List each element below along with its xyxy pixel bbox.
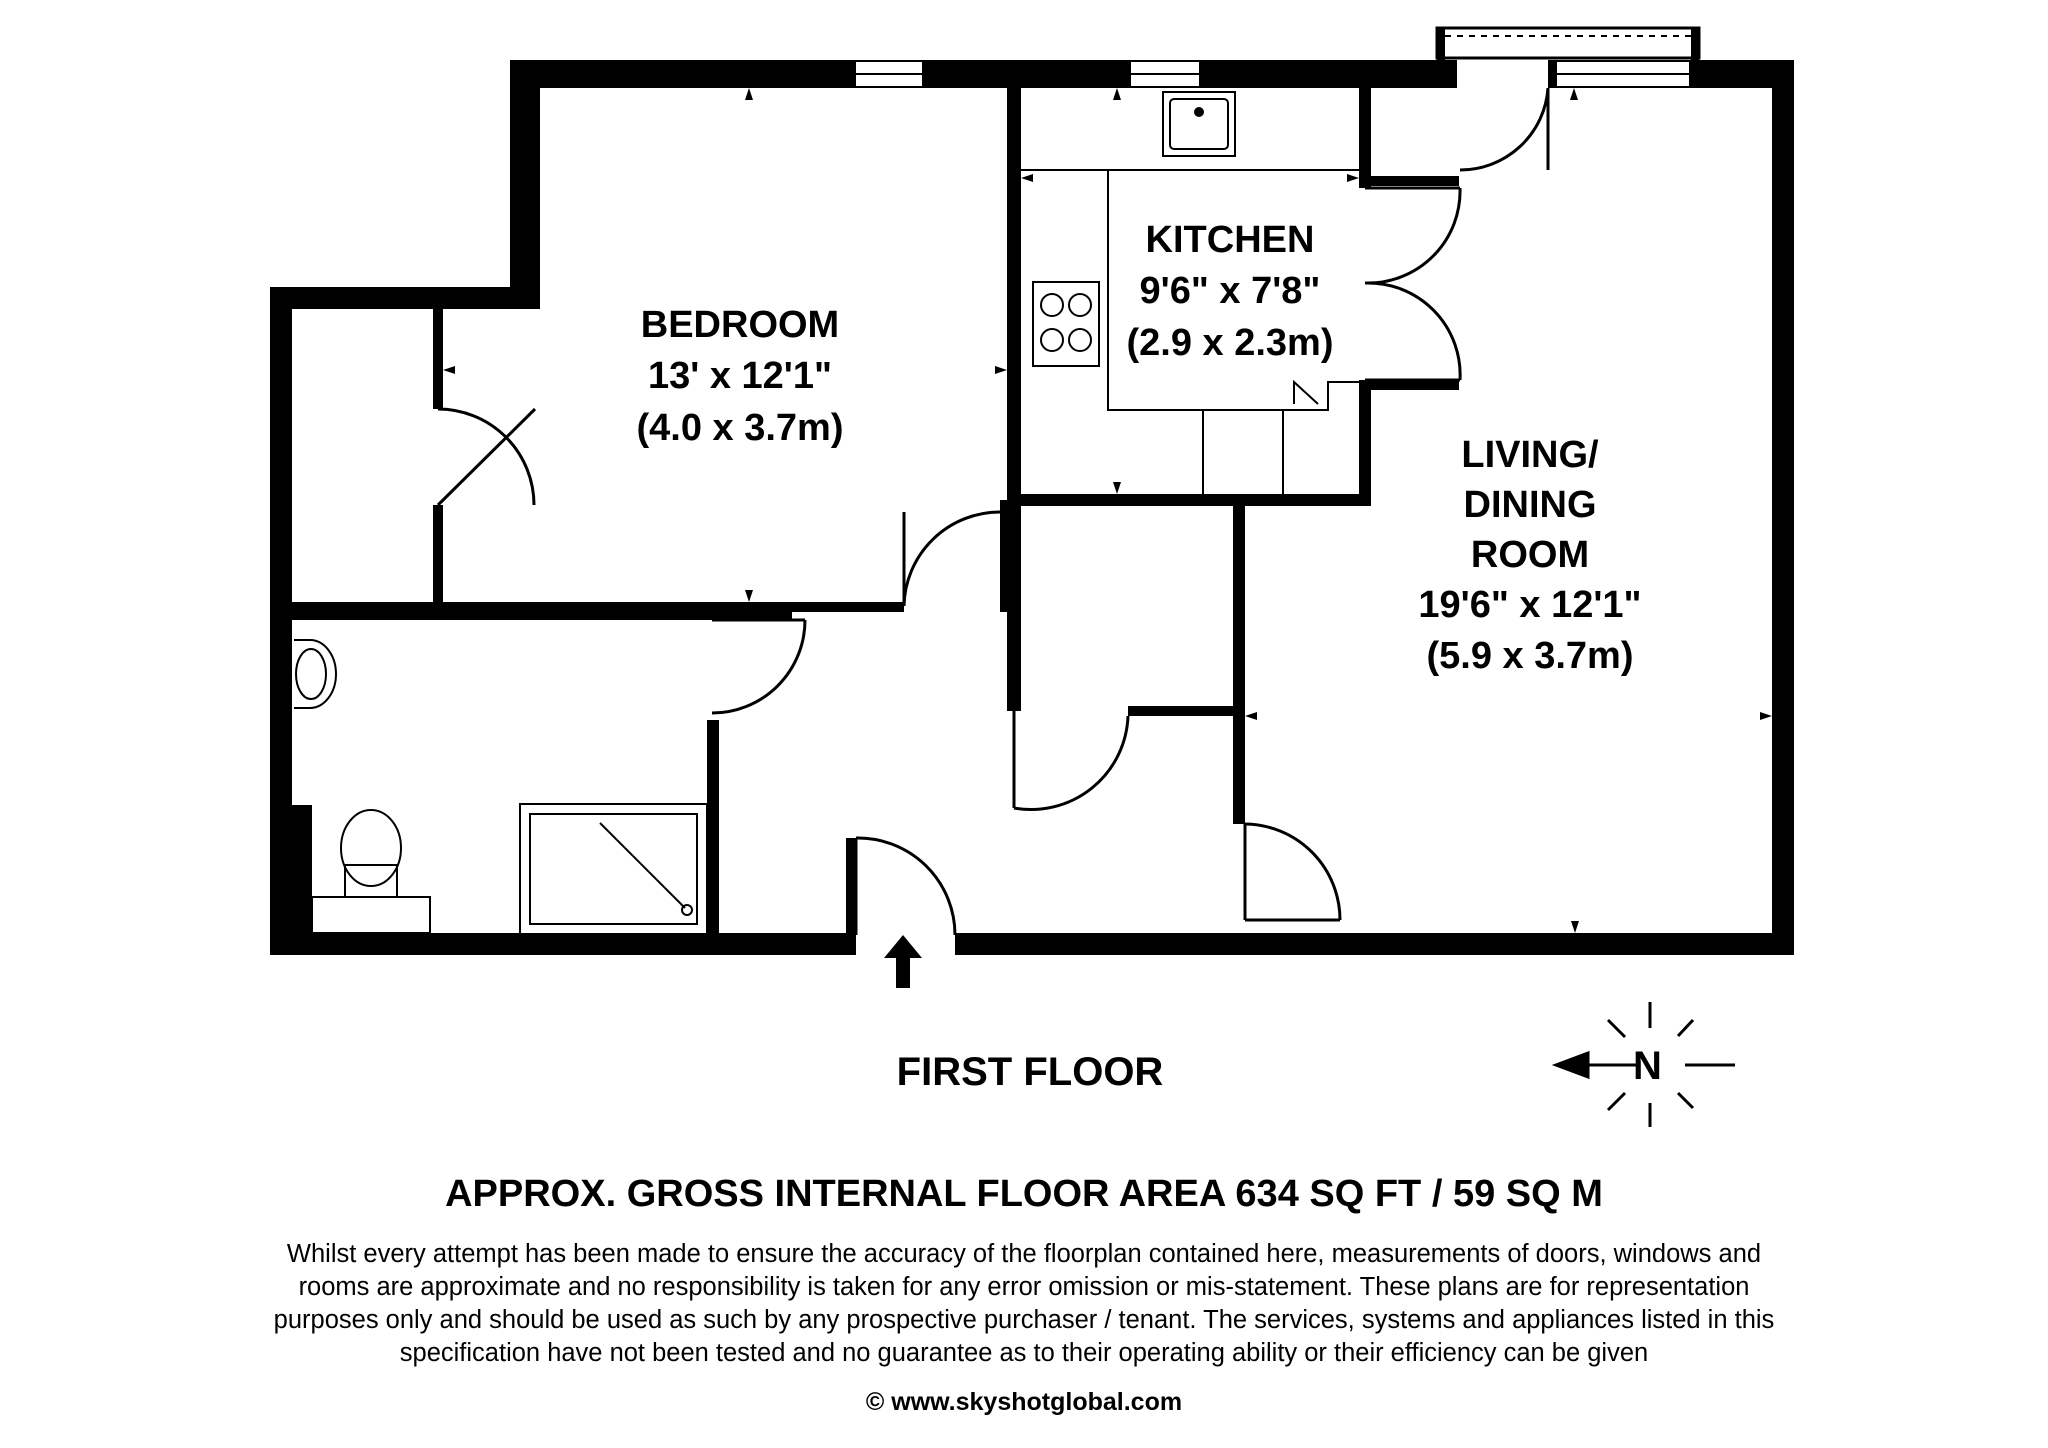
door	[1460, 88, 1548, 170]
room-dimensions-imperial: 9'6" x 7'8"	[1139, 270, 1321, 313]
door	[904, 512, 1000, 606]
dimension-arrow	[1113, 482, 1121, 494]
door	[1245, 824, 1340, 920]
dimension-arrow	[443, 366, 455, 374]
internal-wall	[1128, 706, 1245, 716]
outer-wall-segment	[510, 60, 855, 88]
disclaimer-line: Whilst every attempt has been made to ensure the accuracy of the floorplan contained here, measurements of doors, windows and	[286, 1240, 1762, 1268]
room-name: LIVING/	[1461, 434, 1599, 476]
internal-wall	[433, 505, 443, 610]
disclaimer-line: purposes only and should be used as such by any prospective purchaser / tenant. The services, systems and appliances listed in this	[273, 1306, 1775, 1335]
room-dimensions-metric: (2.9 x 2.3m)	[1126, 321, 1334, 364]
toilet-icon	[312, 810, 430, 933]
compass-north-letter: N	[1633, 1044, 1662, 1088]
outer-wall-segment	[292, 805, 312, 935]
bathroom-fittings	[294, 640, 707, 934]
balcony	[1437, 28, 1699, 60]
copyright-link[interactable]: © www.skyshotglobal.com	[865, 1388, 1183, 1416]
room-dimensions-imperial: 13' x 12'1"	[647, 355, 832, 398]
outer-wall-segment	[923, 60, 1130, 88]
dimension-arrow	[1021, 174, 1033, 182]
disclaimer	[230, 1238, 1818, 1371]
room-name: KITCHEN	[1145, 219, 1315, 261]
entrance-arrow-icon	[884, 935, 922, 988]
outer-wall-segment	[270, 933, 850, 955]
outer-wall-segment	[1548, 60, 1556, 88]
window	[1130, 61, 1200, 87]
dimension-arrow	[995, 366, 1007, 374]
door	[1014, 711, 1128, 810]
internal-wall	[707, 720, 719, 935]
room-name: ROOM	[1470, 534, 1590, 577]
dimension-arrow	[745, 88, 753, 100]
bedroom-label	[590, 300, 890, 454]
door	[856, 838, 955, 935]
dimension-arrow	[1760, 712, 1772, 720]
dimension-arrow	[1113, 88, 1121, 100]
outer-wall-segment	[1200, 60, 1457, 88]
window	[1556, 61, 1690, 87]
internal-wall	[1359, 88, 1371, 188]
door	[438, 409, 535, 505]
room-dimensions-metric: (4.0 x 3.7m)	[636, 406, 844, 449]
internal-wall	[1007, 494, 1367, 506]
door	[1365, 188, 1460, 380]
internal-wall	[1359, 176, 1459, 186]
internal-wall	[1359, 380, 1371, 506]
disclaimer-line: rooms are approximate and no responsibility is taken for any error omission or mis-statement. These plans are for representation	[298, 1273, 1750, 1302]
outer-wall-segment	[1772, 60, 1794, 955]
window	[855, 61, 923, 87]
internal-wall	[433, 309, 443, 409]
dimension-arrow	[1245, 712, 1257, 720]
room-dimensions-metric: (5.9 x 3.7m)	[1426, 634, 1634, 677]
disclaimer-line: specification have not been tested and no guarantee as to their operating ability or their efficiency can be given	[399, 1339, 1649, 1368]
shower-tray-icon	[520, 804, 707, 934]
room-name: DINING	[1463, 484, 1597, 527]
kitchen-label	[1090, 215, 1370, 369]
sink-icon	[1163, 92, 1235, 156]
room-dimensions-imperial: 19'6" x 12'1"	[1418, 584, 1642, 627]
washbasin-icon	[294, 640, 336, 708]
dimension-arrow	[1571, 921, 1579, 933]
dimension-arrow	[1347, 174, 1359, 182]
dimension-arrow	[745, 590, 753, 602]
floor-area-summary: APPROX. GROSS INTERNAL FLOOR AREA 634 SQ FT / 59 SQ M	[445, 1173, 1603, 1215]
outer-wall-segment	[955, 933, 1794, 955]
internal-wall	[1007, 506, 1021, 711]
internal-wall	[1233, 506, 1245, 824]
internal-wall	[1007, 88, 1021, 508]
outer-wall-segment	[270, 287, 540, 309]
dimension-arrow	[1570, 88, 1578, 100]
room-name: BEDROOM	[640, 304, 840, 346]
floor-name: FIRST FLOOR	[896, 1050, 1164, 1094]
outer-wall-segment	[270, 287, 292, 955]
outer-wall-segment	[510, 60, 540, 309]
door	[712, 620, 805, 713]
living-dining-label	[1380, 430, 1680, 681]
